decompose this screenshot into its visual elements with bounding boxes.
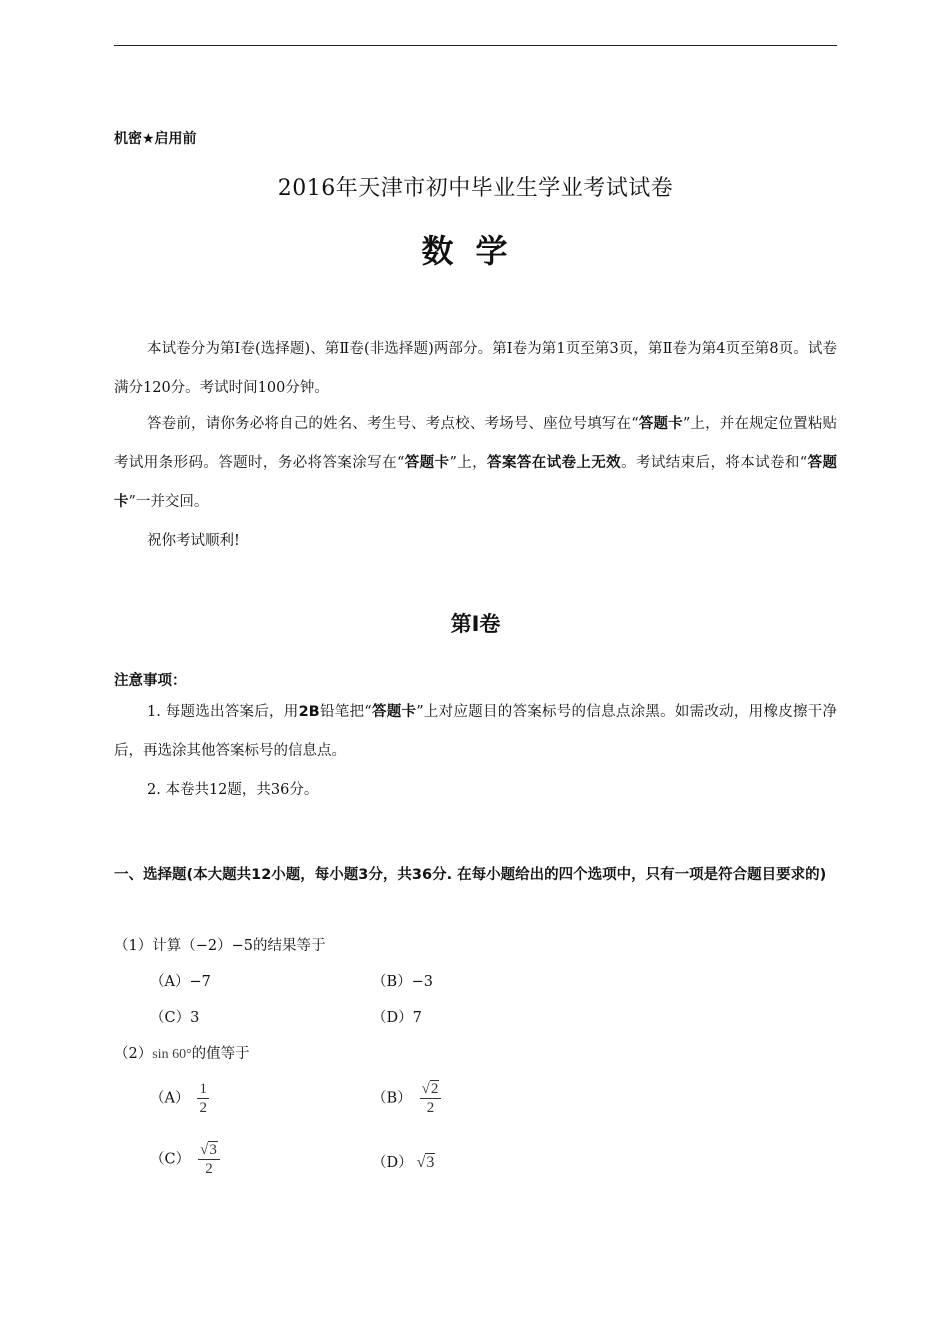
option-label: （A） [150, 1090, 190, 1107]
sqrt-symbol: √3 [416, 1154, 435, 1171]
numerator: 1 [199, 1081, 207, 1097]
sqrt-symbol: √2 [421, 1081, 439, 1097]
question-1-option-b [372, 970, 433, 991]
denominator: 2 [199, 1100, 207, 1116]
answer-card-term: 答题卡 [114, 455, 838, 510]
radicand: 3 [209, 1142, 217, 1158]
question-2-stem [114, 1042, 250, 1063]
option-label: （D） [372, 1155, 413, 1171]
notice-heading: 注意事项： [114, 673, 187, 689]
intro-paragraph-1: 本试卷分为第Ⅰ卷(选择题)、第Ⅱ卷(非选择题)两部分。第Ⅰ卷为第1页至第3页，第Ⅱ卷为第4页至第8页。试卷满分120分。考试时间100分钟。 [114, 341, 837, 396]
radicand: 3 [426, 1154, 435, 1171]
option-label: （C） [150, 1151, 191, 1168]
invalid-answer-warning: 答案答在试卷上无效 [487, 455, 622, 471]
denominator: 2 [426, 1100, 435, 1116]
option-text: −7 [189, 974, 211, 990]
volume-title: 第Ⅰ卷 [450, 612, 501, 636]
option-label: （B） [372, 1090, 412, 1107]
notice-item-1 [114, 693, 837, 771]
question-1-option-d [372, 1006, 422, 1027]
question-2-option-d [372, 1151, 435, 1172]
text-run: 的值等于 [191, 1046, 250, 1062]
question-number: （2） [114, 1046, 153, 1062]
question-2-option-c [150, 1141, 220, 1178]
answer-card-term: 答题卡 [371, 704, 417, 720]
question-1-option-a [150, 970, 211, 991]
text-run: ”一并交回。 [128, 494, 209, 510]
numerator [420, 1080, 442, 1098]
good-luck-line: 祝你考试顺利! [147, 533, 240, 549]
text-run: ”上对应题目的答案标号的信息点涂黑。如需改动，用橡皮擦干净后，再选涂其他答案标号的信息点。 [114, 704, 837, 759]
option-text: 3 [190, 1010, 200, 1026]
option-text: −3 [411, 974, 434, 990]
denominator: 2 [205, 1161, 213, 1177]
confidential-label: 机密★启用前 [114, 131, 197, 147]
intro-paragraph-2 [114, 405, 837, 522]
question-1-option-c [150, 1006, 199, 1027]
numerator [198, 1141, 220, 1159]
fraction [197, 1080, 209, 1117]
text-run: 答卷前，请你务必将自己的姓名、考生号、考点校、考场号、座位号填写在“ [147, 416, 639, 432]
notice-item-2: 2. 本卷共12题，共36分。 [147, 782, 319, 798]
option-text: 7 [412, 1010, 422, 1026]
question-2-option-a [150, 1080, 209, 1117]
text-run: ”上， [449, 455, 488, 471]
text-run: 。考试结束后，将本试卷和“ [621, 455, 808, 471]
answer-card-term: 答题卡 [638, 416, 683, 432]
math-expression: sin 60° [152, 1047, 192, 1062]
option-label: （B） [372, 974, 412, 990]
text-run: 铅笔把“ [319, 704, 372, 720]
text-run: ”上，并在规定位置粘贴考试用条形码。答题时，务必将答案涂写在“ [114, 416, 837, 471]
text-run: 1. 每题选出答案后，用 [147, 704, 299, 720]
option-label: （D） [372, 1010, 413, 1026]
fraction [198, 1141, 220, 1178]
radicand: 2 [430, 1081, 439, 1097]
option-label: （A） [150, 974, 190, 990]
section-heading: 一、选择题(本大题共12小题，每小题3分，共36分. 在每小题给出的四个选项中，只有一项是符合题目要求的) [114, 867, 827, 883]
sqrt-symbol: √3 [200, 1142, 217, 1158]
answer-card-term: 答题卡 [404, 455, 450, 471]
header-rule [114, 45, 837, 46]
subject-title: 数学 [421, 232, 530, 270]
option-label: （C） [150, 1010, 191, 1026]
question-2-option-b [372, 1080, 441, 1117]
question-1-stem: （1）计算（−2）−5的结果等于 [114, 938, 326, 954]
fraction [420, 1080, 442, 1117]
pencil-type: 2B [298, 704, 320, 720]
exam-title: 2016年天津市初中毕业生学业考试试卷 [277, 176, 674, 201]
